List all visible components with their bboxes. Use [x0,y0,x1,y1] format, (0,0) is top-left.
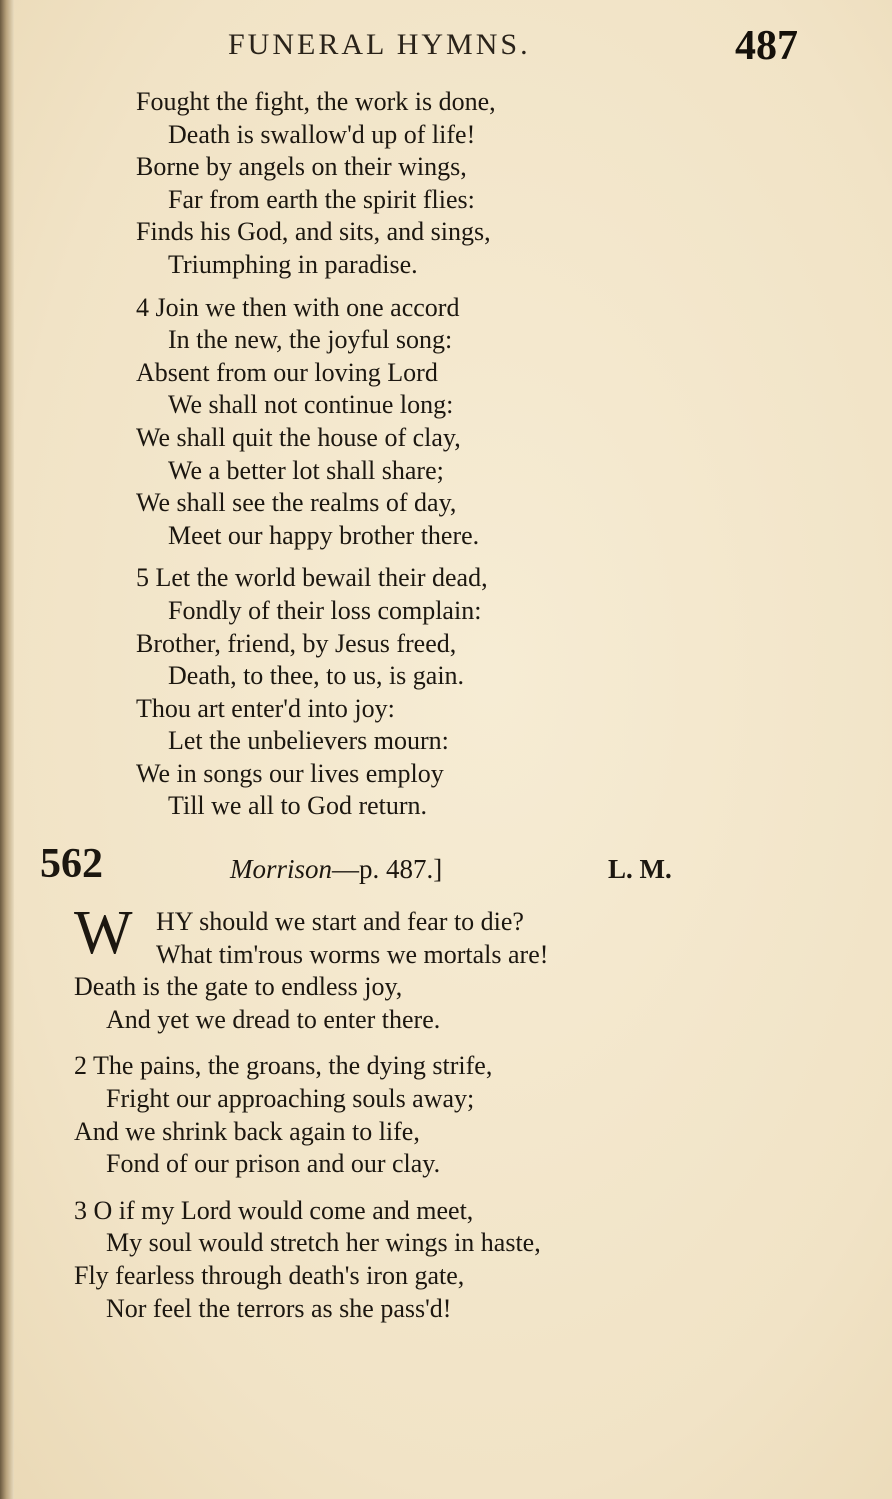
meter: L. M. [608,854,672,884]
stanza-1 [74,899,549,1036]
continued-stanza [136,86,496,282]
page-header [228,22,798,70]
tune-page-ref: —p. 487.] [332,854,443,884]
verse-line: Fondly of their loss complain: [168,595,482,625]
verse-line: Death is swallow'd up of life! [168,119,476,149]
verse-line-first [136,562,496,595]
verse-line: We a better lot shall share; [168,455,444,485]
hymn-heading [40,840,720,890]
verse-line: Triumphing in paradise. [168,249,418,279]
stanza-number: 3 [74,1195,87,1225]
verse-line-first [74,1195,548,1228]
verse-text: HY should we start and fear to die? [156,907,524,936]
verse-line: Let the unbelievers mourn: [168,726,449,756]
verse-text: Let the world bewail their dead, [155,563,488,593]
verse-line: Brother, friend, by Jesus freed, [136,628,457,658]
verse-line: Meet our happy brother there. [168,520,480,550]
stanza-4 [136,292,496,553]
verse-line: Death, to thee, to us, is gain. [168,661,465,691]
verse-text: The pains, the groans, the dying strife, [93,1051,493,1081]
verse-text: O if my Lord would come and meet, [93,1195,474,1225]
verse-line: Fright our approaching souls away; [106,1083,475,1113]
verse-line: Thou art enter'd into joy: [136,693,395,723]
stanza-2 [74,1050,548,1180]
verse-line: Fond of our prison and our clay. [106,1149,441,1179]
verse-line: Nor feel the terrors as she pass'd! [106,1293,452,1323]
verse-line: Finds his God, and sits, and sings, [136,217,491,247]
page-number: 487 [735,23,798,69]
page-binding-edge [0,0,14,1499]
stanza-5 [136,562,496,823]
verse-line: And yet we dread to enter there. [106,1004,441,1034]
verse-line: My soul would stretch her wings in haste, [106,1228,541,1258]
hymn-number: 562 [40,841,103,887]
verse-line: Far from earth the spirit flies: [168,184,475,214]
stanza-number: 4 [136,292,149,322]
verse-line: Borne by angels on their wings, [136,152,467,182]
verse-line: Fly fearless through death's iron gate, [74,1260,465,1290]
verse-line: Death is the gate to endless joy, [74,972,403,1002]
verse-line-first [136,292,496,325]
verse-line: In the new, the joyful song: [168,325,453,355]
verse-line: Till we all to God return. [168,791,428,821]
verse-line: And we shrink back again to life, [74,1116,420,1146]
running-title: FUNERAL HYMNS. [228,28,531,61]
stanza-number: 2 [74,1051,87,1081]
stanza-number: 5 [136,563,149,593]
continued-hymn [136,86,496,823]
verse-line: We shall quit the house of clay, [136,422,461,452]
verse-line: Fought the fight, the work is done, [136,87,496,116]
hymn-562 [74,899,549,1325]
verse-line: We shall see the realms of day, [136,488,457,518]
verse-line: What tim'rous worms we mortals are! [156,939,549,969]
tune-reference [230,854,442,885]
verse-line: We in songs our lives employ [136,758,444,788]
verse-line-first [74,1050,548,1083]
verse-text: Join we then with one accord [155,292,460,322]
verse-line: We shall not continue long: [168,390,454,420]
drop-cap: W [74,899,133,967]
stanza-3 [74,1195,548,1325]
tune-name: Morrison [230,854,333,884]
verse-line: Absent from our loving Lord [136,357,438,387]
